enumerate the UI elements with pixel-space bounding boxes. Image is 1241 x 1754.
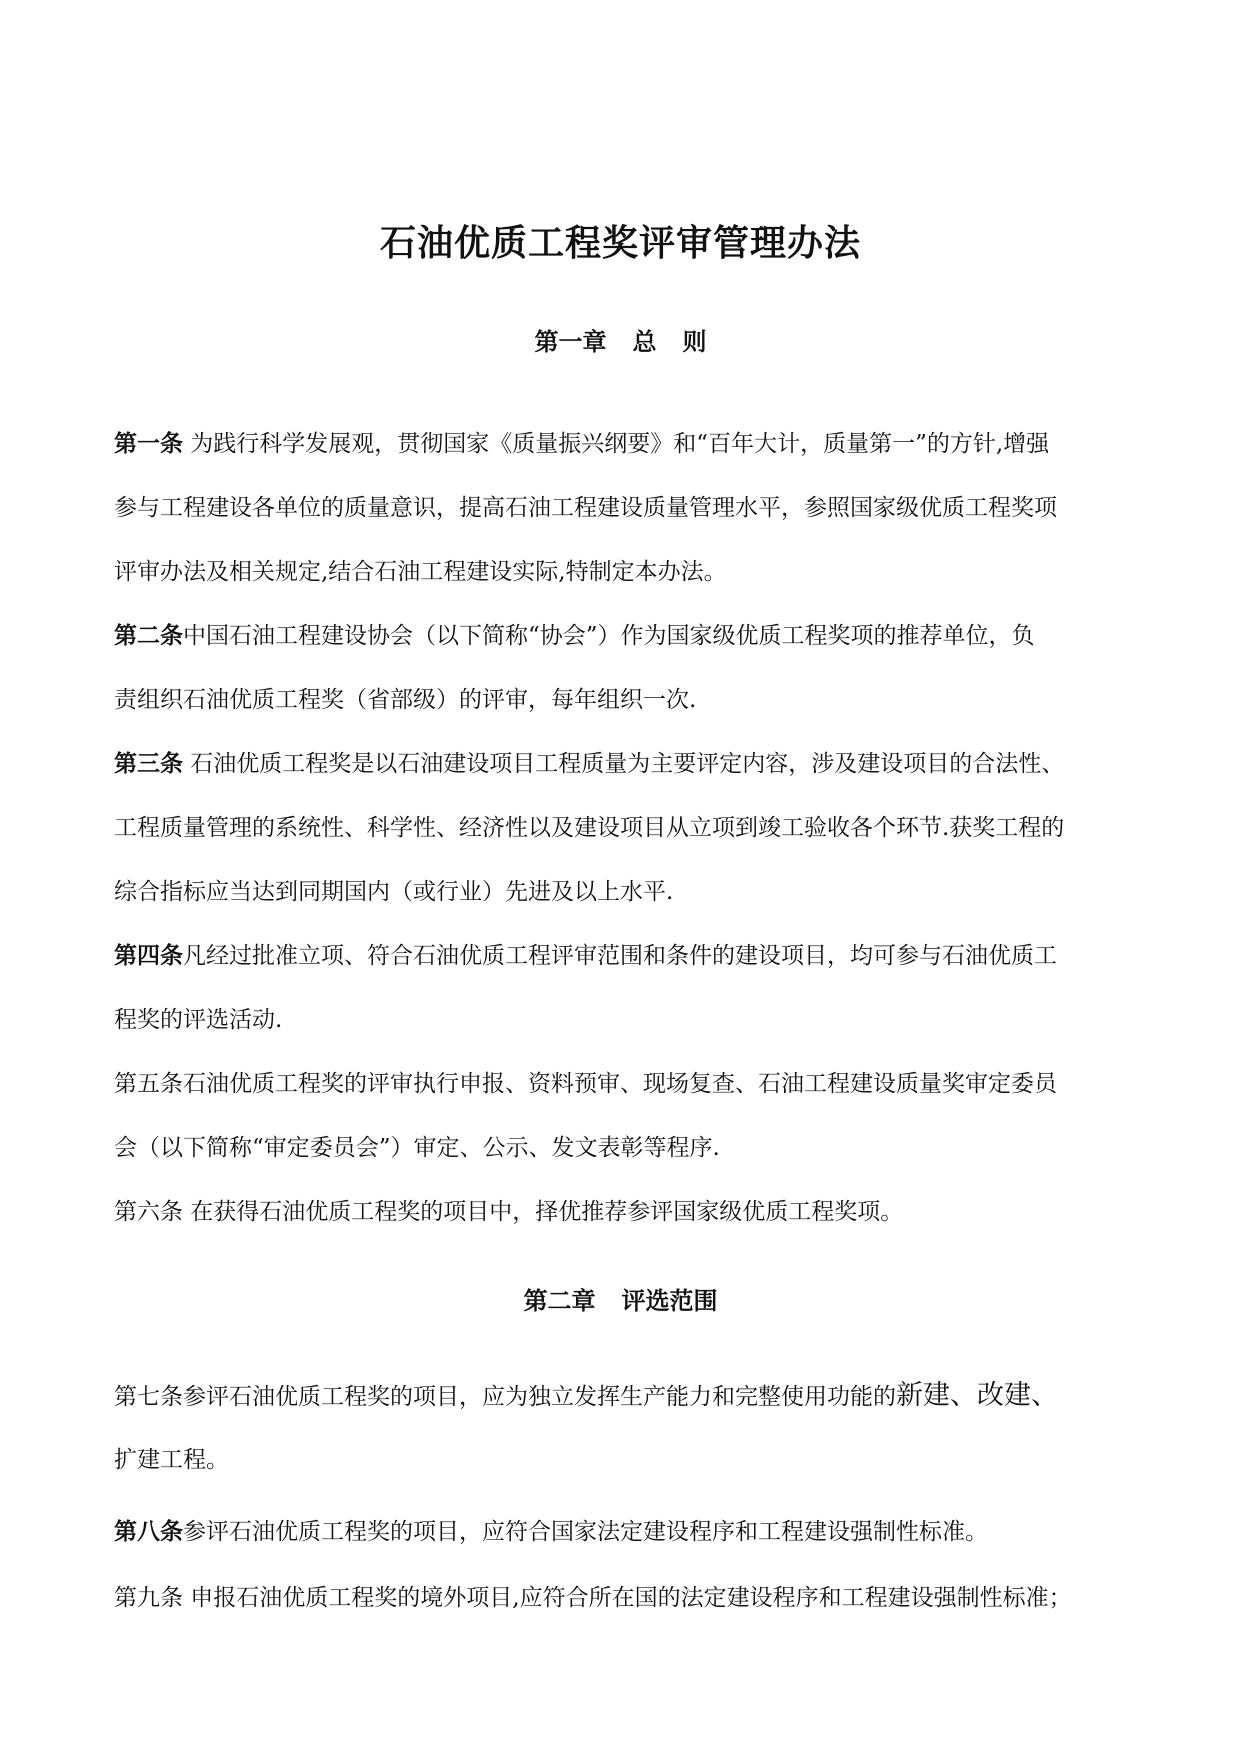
article-4 xyxy=(114,924,1134,1052)
chapter-number: 第一章 xyxy=(534,327,607,356)
article-text: 会（以下简称“审定委员会”）审定、公示、发文表彰等程序. xyxy=(114,1135,720,1161)
article-8 xyxy=(114,1500,1134,1564)
article-text: 工程质量管理的系统性、科学性、经济性以及建设项目从立项到竣工验收各个环节.获奖工程的 xyxy=(114,815,1065,841)
article-text: 扩建工程。 xyxy=(114,1447,229,1473)
article-label: 第二条 xyxy=(114,622,183,649)
article-text: 责组织石油优质工程奖（省部级）的评审，每年组织一次. xyxy=(114,687,697,713)
article-label: 第八条 xyxy=(114,1518,183,1545)
article-label: 第四条 xyxy=(114,942,183,969)
article-5 xyxy=(114,1052,1134,1180)
chapter-heading-1 xyxy=(0,322,1241,357)
article-text: 第五条石油优质工程奖的评审执行申报、资料预审、现场复查、石油工程建设质量奖审定委员 xyxy=(114,1071,1057,1097)
article-9 xyxy=(114,1566,1134,1630)
chapter-heading-2 xyxy=(0,1281,1241,1316)
article-text: 第六条 在获得石油优质工程奖的项目中，择优推荐参评国家级优质工程奖项。 xyxy=(114,1199,904,1225)
article-1 xyxy=(114,412,1134,604)
article-6 xyxy=(114,1180,1134,1244)
chapter-name-part-2: 则 xyxy=(682,327,707,356)
article-text: 新建、改建、 xyxy=(896,1380,1058,1411)
article-text: 中国石油工程建设协会（以下简称“协会”）作为国家级优质工程奖项的推荐单位，负 xyxy=(183,623,1035,649)
article-text: 程奖的评选活动. xyxy=(114,1007,283,1033)
article-text: 评审办法及相关规定,结合石油工程建设实际,特制定本办法。 xyxy=(114,559,727,585)
article-text: 第七条参评石油优质工程奖的项目，应为独立发挥生产能力和完整使用功能的 xyxy=(114,1384,896,1410)
article-text: 为践行科学发展观，贯彻国家《质量振兴纲要》和“百年大计，质量第一”的方针,增强 xyxy=(183,431,1050,457)
article-text: 石油优质工程奖是以石油建设项目工程质量为主要评定内容，涉及建设项目的合法性、 xyxy=(183,751,1065,777)
article-text: 参评石油优质工程奖的项目，应符合国家法定建设程序和工程建设强制性标准。 xyxy=(183,1519,988,1545)
chapter-number: 第二章 xyxy=(523,1286,596,1315)
article-text: 第九条 申报石油优质工程奖的境外项目,应符合所在国的法定建设程序和工程建设强制性标准； xyxy=(114,1585,1072,1611)
article-text: 综合指标应当达到同期国内（或行业）先进及以上水平. xyxy=(114,879,674,905)
article-7 xyxy=(114,1364,1134,1492)
article-label: 第一条 xyxy=(114,430,183,457)
chapter-name-part-1: 总 xyxy=(632,327,657,356)
article-label: 第三条 xyxy=(114,750,183,777)
chapter-name: 评选范围 xyxy=(621,1286,718,1315)
article-text: 参与工程建设各单位的质量意识，提高石油工程建设质量管理水平，参照国家级优质工程奖项 xyxy=(114,495,1057,521)
article-3 xyxy=(114,732,1134,924)
document-title: 石油优质工程奖评审管理办法 xyxy=(379,222,861,264)
article-text: 凡经过批准立项、符合石油优质工程评审范围和条件的建设项目，均可参与石油优质工 xyxy=(183,943,1057,969)
article-2 xyxy=(114,604,1134,732)
